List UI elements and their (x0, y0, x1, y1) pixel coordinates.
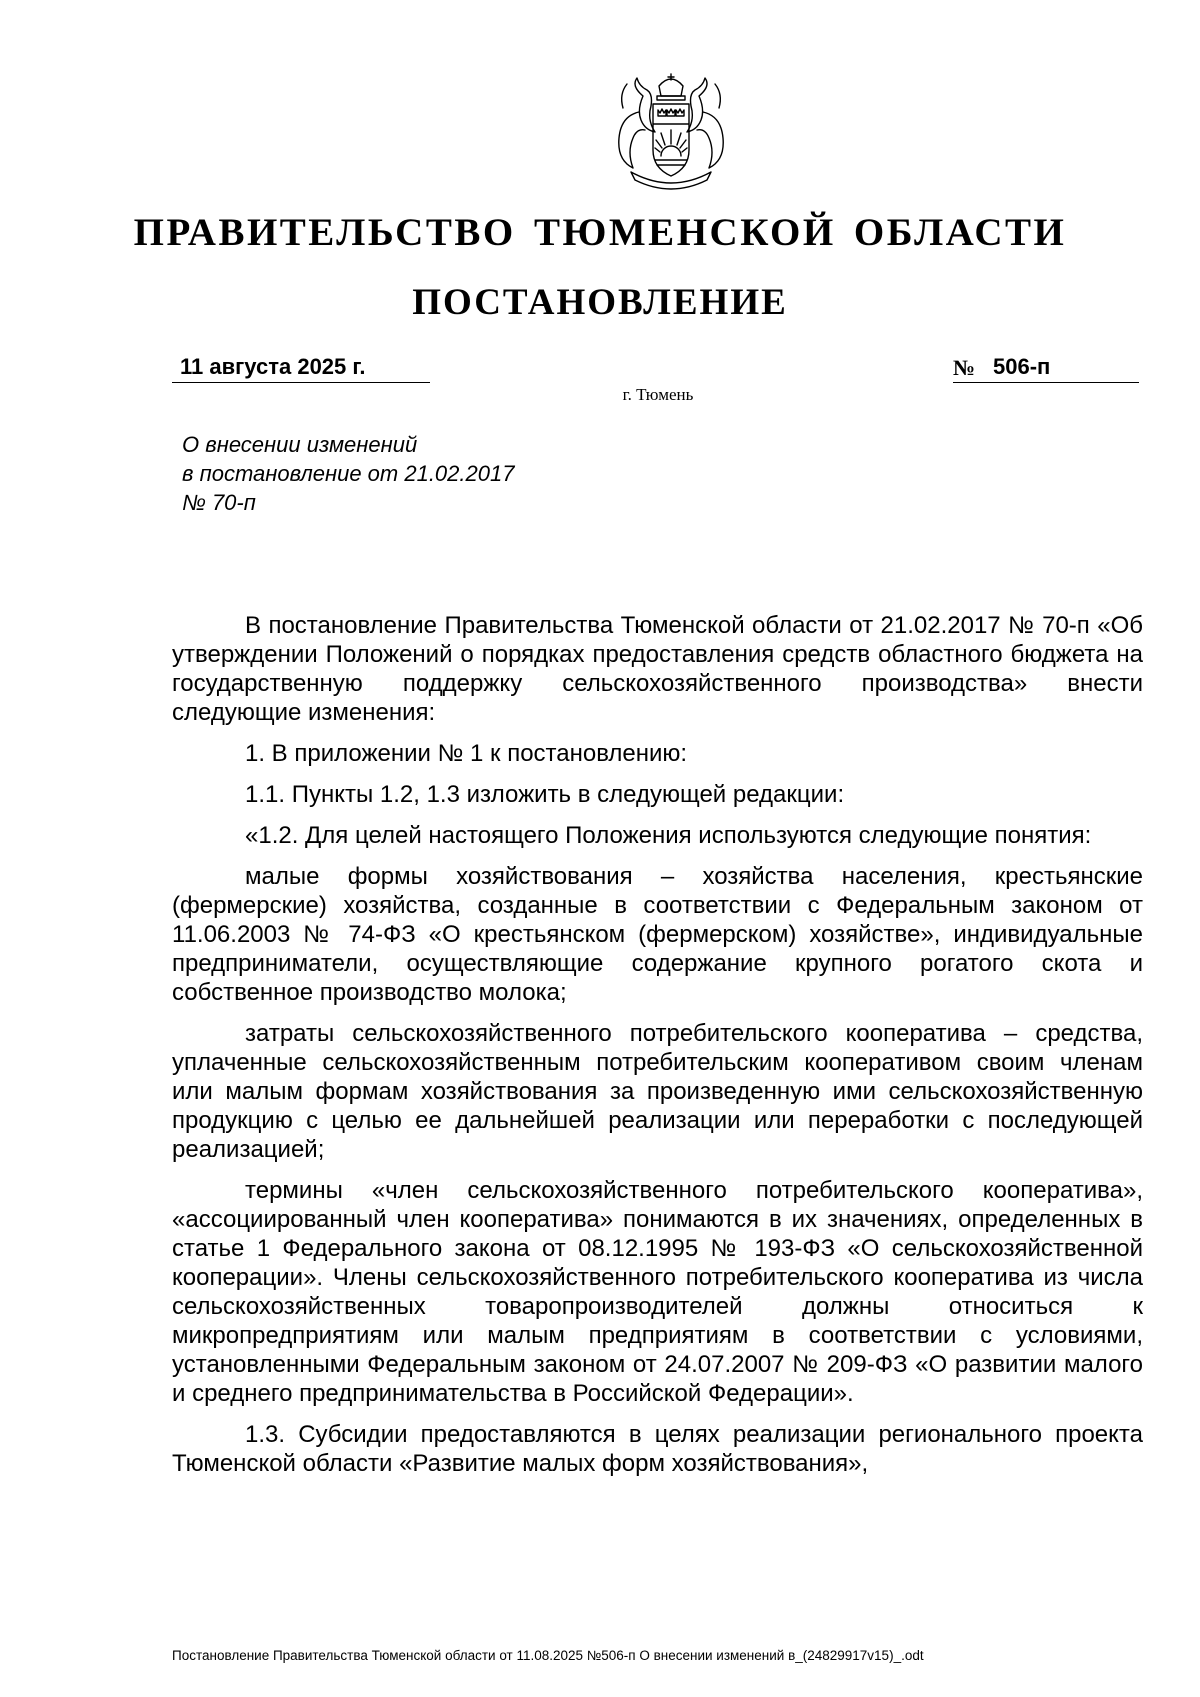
document-type: ПОСТАНОВЛЕНИЕ (412, 282, 788, 323)
number-sign: № (953, 355, 976, 380)
document-subject (182, 430, 622, 517)
subject-line: в постановление от 21.02.2017 (182, 461, 515, 486)
page-footer: Постановление Правительства Тюменской области от 11.08.2025 №506-п О внесении изменений в_(24829917v15)_.odt (172, 1648, 924, 1663)
body-paragraph: В постановление Правительства Тюменской области от 21.02.2017 № 70-п «Об утверждении Положений о порядках предоставления средств областного бюджета на государственную поддержку сельскохозяйственного производства» внести следующие изменения: (172, 612, 1143, 726)
body-paragraph: 1.1. Пункты 1.2, 1.3 изложить в следующей редакции: (245, 781, 845, 808)
subject-line: № 70-п (182, 490, 256, 515)
coat-of-arms-icon (597, 72, 745, 194)
body-paragraph: термины «член сельскохозяйственного потребительского кооператива», «ассоциированный член кооператива» понимаются в их значениях, определенных в статье 1 Федерального закона от 08.12.1995 № 193-ФЗ «О сельскохозяйственной кооперации». Члены сельскохозяйственного потребительского кооператива из числа сельскохозяйственных товаропроизводителей должны относиться к микропредприятиям или малым предприятиям в соответствии с условиями, установленными Федеральным законом от 24.07.2007 № 209-ФЗ «О развитии малого и среднего предпринимательства в Российской Федерации». (172, 1177, 1143, 1407)
government-title: ПРАВИТЕЛЬСТВО ТЮМЕНСКОЙ ОБЛАСТИ (133, 211, 1067, 254)
date-field (172, 354, 430, 383)
subject-line: О внесении изменений (182, 432, 418, 457)
body-paragraph: малые формы хозяйствования – хозяйства населения, крестьянские (фермерские) хозяйства, созданные в соответствии с Федеральным законом от 11.06.2003 № 74-ФЗ «О крестьянском (фермерском) хозяйстве», индивидуальные предприниматели, осуществляющие содержание крупного рогатого скота и собственное производство молока; (172, 863, 1143, 1006)
document-body (172, 611, 1143, 1478)
body-paragraph: 1.3. Субсидии предоставляются в целях реализации регионального проекта Тюменской области «Развитие малых форм хозяйствования», (172, 1421, 1143, 1477)
number-field (953, 354, 1139, 383)
document-number: 506-п (993, 354, 1051, 379)
document-date: 11 августа 2025 г. (180, 354, 366, 379)
body-paragraph: затраты сельскохозяйственного потребительского кооператива – средства, уплаченные сельскохозяйственным потребительским кооперативом своим членам или малым формам хозяйствования за произведенную ими сельскохозяйственную продукцию с целью ее дальнейшей реализации или переработки с последующей реализацией; (172, 1020, 1143, 1163)
body-paragraph: 1. В приложении № 1 к постановлению: (245, 740, 688, 767)
city: г. Тюмень (622, 385, 694, 404)
body-paragraph: «1.2. Для целей настоящего Положения используются следующие понятия: (245, 822, 1092, 849)
